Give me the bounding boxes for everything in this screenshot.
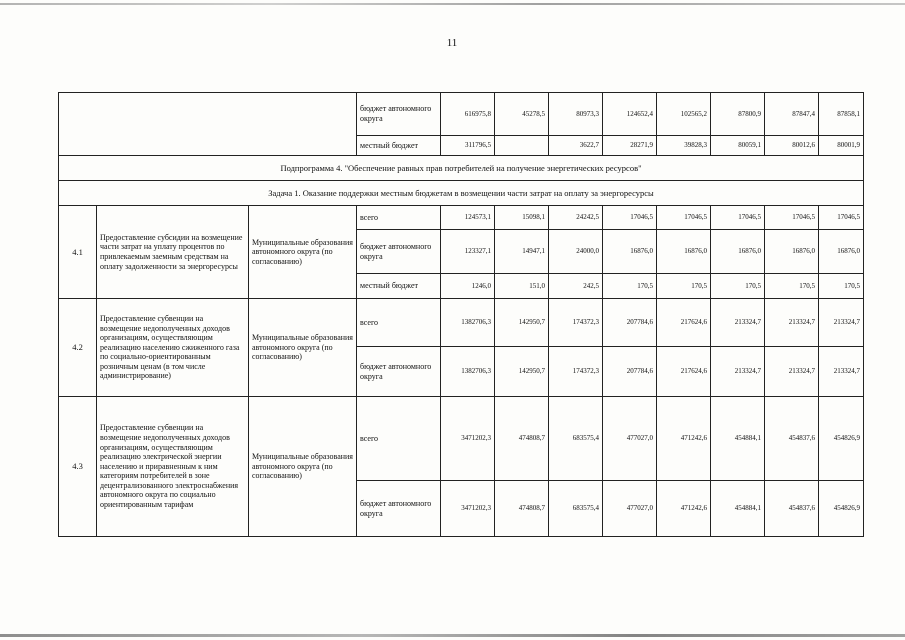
subprogram-row	[59, 156, 864, 181]
value-cell: 170,5	[603, 274, 657, 299]
funding-source: местный бюджет	[357, 136, 441, 156]
value-cell: 3622,7	[549, 136, 603, 156]
value-cell: 102565,2	[657, 93, 711, 136]
value-cell: 151,0	[495, 274, 549, 299]
page-number: 11	[446, 37, 458, 49]
value-cell: 454826,9	[819, 481, 864, 537]
value-cell: 471242,6	[657, 481, 711, 537]
value-cell: 24242,5	[549, 206, 603, 230]
value-cell: 87800,9	[711, 93, 765, 136]
value-cell: 16876,0	[657, 230, 711, 274]
value-cell: 80973,3	[549, 93, 603, 136]
value-cell: 311796,5	[441, 136, 495, 156]
value-cell: 477027,0	[603, 481, 657, 537]
funding-source: местный бюджет	[357, 274, 441, 299]
task-title: Задача 1. Оказание поддержки местным бюджетам в возмещении части затрат на оплату за энергоресурсы	[59, 181, 864, 206]
value-cell: 17046,5	[819, 206, 864, 230]
value-cell: 87858,1	[819, 93, 864, 136]
continuation-blank-cell	[59, 93, 357, 156]
funding-source: бюджет автономного округа	[357, 481, 441, 537]
value-cell: 213324,7	[765, 347, 819, 397]
value-cell: 124573,1	[441, 206, 495, 230]
value-cell: 124652,4	[603, 93, 657, 136]
value-cell: 454884,1	[711, 397, 765, 481]
value-cell: 80059,1	[711, 136, 765, 156]
value-cell: 87847,4	[765, 93, 819, 136]
item-description: Предоставление субвенции на возмещение недополученных доходов организациям, осуществляющим реализацию электрической энергии населению и приравненным к ним категориям потребителей в зоне децентрализованного электроснабжения автономного округа по социально ориентированным тарифам	[97, 397, 249, 537]
funding-source: бюджет автономного округа	[357, 347, 441, 397]
item-number: 4.1	[59, 206, 97, 299]
value-cell: 45278,5	[495, 93, 549, 136]
table-row	[59, 93, 864, 136]
value-cell: 207784,6	[603, 299, 657, 347]
value-cell: 213324,7	[819, 299, 864, 347]
scan-edge-top	[0, 3, 905, 5]
value-cell: 16876,0	[765, 230, 819, 274]
value-cell: 17046,5	[711, 206, 765, 230]
item-number: 4.3	[59, 397, 97, 537]
value-cell: 207784,6	[603, 347, 657, 397]
value-cell: 170,5	[819, 274, 864, 299]
value-cell: 80012,6	[765, 136, 819, 156]
funding-source: бюджет автономного округа	[357, 93, 441, 136]
value-cell: 1382706,3	[441, 299, 495, 347]
table-row	[59, 397, 864, 481]
value-cell: 17046,5	[765, 206, 819, 230]
value-cell: 213324,7	[711, 299, 765, 347]
item-number: 4.2	[59, 299, 97, 397]
funding-source: всего	[357, 299, 441, 347]
funding-source: всего	[357, 397, 441, 481]
value-cell: 16876,0	[603, 230, 657, 274]
item-executor: Муниципальные образования автономного округа (по согласованию)	[249, 397, 357, 537]
value-cell: 683575,4	[549, 481, 603, 537]
value-cell: 474808,7	[495, 397, 549, 481]
value-cell: 454837,6	[765, 397, 819, 481]
value-cell: 142950,7	[495, 347, 549, 397]
item-executor: Муниципальные образования автономного округа (по согласованию)	[249, 299, 357, 397]
value-cell: 1246,0	[441, 274, 495, 299]
value-cell: 174372,3	[549, 299, 603, 347]
value-cell: 477027,0	[603, 397, 657, 481]
value-cell: 24000,0	[549, 230, 603, 274]
funding-source: бюджет автономного округа	[357, 230, 441, 274]
item-description: Предоставление субвенции на возмещение недополученных доходов организациям, осуществляющим реализацию населению сжиженного газа по социально-ориентированным розничным ценам (в том числе администрирование)	[97, 299, 249, 397]
value-cell: 1382706,3	[441, 347, 495, 397]
value-cell: 14947,1	[495, 230, 549, 274]
value-cell: 170,5	[765, 274, 819, 299]
value-cell: 454837,6	[765, 481, 819, 537]
value-cell: 242,5	[549, 274, 603, 299]
value-cell: 213324,7	[711, 347, 765, 397]
value-cell: 170,5	[711, 274, 765, 299]
value-cell: 213324,7	[765, 299, 819, 347]
item-executor: Муниципальные образования автономного округа (по согласованию)	[249, 206, 357, 299]
value-cell: 213324,7	[819, 347, 864, 397]
value-cell: 142950,7	[495, 299, 549, 347]
scan-edge-bottom	[0, 634, 905, 637]
value-cell: 15098,1	[495, 206, 549, 230]
value-cell	[495, 136, 549, 156]
task-row	[59, 181, 864, 206]
item-description: Предоставление субсидии на возмещение части затрат на уплату процентов по привлекаемым заемным средствам на оплату задолженности за энергоресурсы	[97, 206, 249, 299]
value-cell: 474808,7	[495, 481, 549, 537]
budget-table	[58, 92, 864, 537]
value-cell: 17046,5	[603, 206, 657, 230]
subprogram-title: Подпрограмма 4. "Обеспечение равных прав потребителей на получение энергетических ресурсов"	[59, 156, 864, 181]
value-cell: 471242,6	[657, 397, 711, 481]
value-cell: 16876,0	[819, 230, 864, 274]
value-cell: 683575,4	[549, 397, 603, 481]
value-cell: 3471202,3	[441, 481, 495, 537]
value-cell: 3471202,3	[441, 397, 495, 481]
table-row	[59, 299, 864, 347]
value-cell: 217624,6	[657, 347, 711, 397]
value-cell: 616975,8	[441, 93, 495, 136]
value-cell: 454884,1	[711, 481, 765, 537]
value-cell: 80001,9	[819, 136, 864, 156]
value-cell: 454826,9	[819, 397, 864, 481]
value-cell: 123327,1	[441, 230, 495, 274]
value-cell: 217624,6	[657, 299, 711, 347]
value-cell: 28271,9	[603, 136, 657, 156]
value-cell: 16876,0	[711, 230, 765, 274]
value-cell: 170,5	[657, 274, 711, 299]
value-cell: 39828,3	[657, 136, 711, 156]
value-cell: 174372,3	[549, 347, 603, 397]
funding-source: всего	[357, 206, 441, 230]
value-cell: 17046,5	[657, 206, 711, 230]
table-row	[59, 206, 864, 230]
